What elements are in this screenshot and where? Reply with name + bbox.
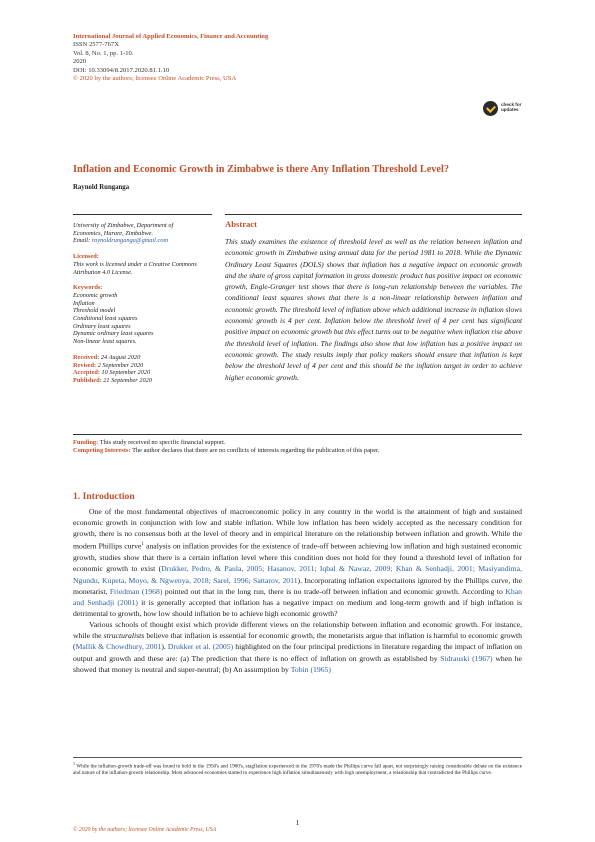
article-author: Raynold Runganga [73, 184, 130, 191]
article-sidebar [73, 222, 213, 385]
text-run: ). [161, 642, 168, 652]
citation-link[interactable]: Drukker, Pedro, & Paula, 2005; Hasanov, 2011; Iqbal & Nawaz, 2009; Khan & Senhadji, 2001; Masiyandima, Ngundu, Kupeta, Moyo, & Ngwenya, 2018; Sarel, 1996; Sattarov, 2011 [73, 564, 522, 585]
check-for-updates-badge[interactable] [483, 100, 523, 118]
journal-license: © 2020 by the authors; licensee Online Academic Press, USA [73, 75, 237, 83]
footnote-number: 1 [73, 761, 75, 766]
journal-name: International Journal of Applied Economics, Finance and Accounting [73, 33, 269, 40]
citation-link[interactable]: Khan and Senhadji (2001) [73, 586, 523, 607]
check-for-updates-label [501, 102, 527, 112]
competing-text: The author declares that there are no conflicts of interests regarding the publication of this paper. [132, 447, 380, 455]
text-run: analysis on inflation provides for the existence of trade-off between achieving low inflation and high sustained economic growth, studies show that there is a certain inflation level where this condition does not hold for they found a threshold level of inflation for economic growth to exist ( [73, 542, 522, 574]
keywords-heading: Keywords: [73, 284, 103, 292]
badge-line-1: check for [501, 102, 522, 107]
date-published [73, 377, 213, 385]
text-run: it is generally accepted that inflation has a negative impact on medium and long-term growth and if high inflation is detrimental to growth, how low should inflation be to achieve high economic growth? [73, 597, 522, 618]
date-value: 21 September 2020 [103, 376, 152, 384]
licensed-text: This work is licensed under a Creative Commons Attribution 4.0 License. [73, 260, 197, 276]
author-email [73, 237, 213, 245]
journal-doi[interactable]: DOI: 10.33094/8.2017.2020.81.1.10 [73, 66, 170, 74]
journal-issn: ISSN 2577-767X [73, 41, 119, 49]
check-for-updates-icon [483, 101, 498, 116]
divider-right [225, 214, 522, 215]
introduction-heading: 1. Introduction [73, 491, 135, 502]
date-value: 10 September 2020 [101, 369, 151, 377]
paragraph [73, 619, 522, 675]
text-run: Various schools of thought exist which provide different views on the relationship between inflation and economic growth. For instance, while the [73, 620, 522, 641]
citation-link[interactable]: Mallik & Chowdhury, 2001 [75, 642, 162, 652]
page-footer: © 2020 by the authors; licensee Online Academic Press, USA [73, 827, 217, 833]
date-value: 2 September 2020 [97, 361, 144, 369]
competing-line [73, 447, 522, 455]
funding-label: Funding: [73, 439, 99, 446]
affiliation-line-1: University of Zimbabwe, Department of [73, 222, 174, 229]
text-run: believe that inflation is essential for economic growth, the monetarists argue that inflation is harmful to economic growth ( [73, 631, 522, 652]
text-run: One of the most fundamental objectives of macroeconomic policy in any country in the world is the attainment of high and sustained economic growth in conjunction with low and stable inflation. While low inflation has been widely accepted as the necessary condition for growth, there is no consensus both at the level of theory and in empirical literature on the relationship between inflation and growth. While the modern Phillips curve [73, 507, 522, 552]
affiliation-line-2: Economics, Harare, Zimbabwe. [73, 229, 154, 237]
keyword-item: Conditional least squares [73, 315, 138, 323]
badge-line-2: updates [501, 107, 519, 113]
text-run: pointed out that in the long run, there is no trade-off between inflation and economic growth. According to [162, 586, 506, 596]
keywords-list [73, 292, 213, 346]
licensed-heading: Licensed: [73, 253, 99, 261]
funding-text: This study received no specific financial support. [99, 439, 226, 446]
date-label: Revised: [73, 361, 97, 369]
keyword-item: Threshold model [73, 307, 116, 315]
footnote-mark[interactable]: 1 [141, 542, 144, 548]
keyword-item: Ordinary least squares [73, 322, 131, 330]
introduction-body [73, 506, 522, 675]
competing-label: Competing Interests: [73, 447, 131, 455]
journal-year: 2020 [73, 58, 87, 66]
affiliation [73, 222, 213, 245]
text-run-italic: structuralists [103, 631, 145, 641]
text-run: ). Incorporating inflation expectations ignored by the Phillips curve, the monetarist, [73, 575, 522, 596]
abstract-heading: Abstract [225, 219, 257, 229]
funding-line [73, 439, 522, 447]
footnote-text: While the inflation-growth trade-off was found to hold in the 1950's and 1960's, stagflation experienced in the 1970's made the Phillips curve fall apart, not surprisingly raising considerable debate on the existence and nature of the inflation-growth relationship. Most advanced economies started to experience high inflation simultaneously with high unemployment, a relationship that contradicted the Phillips curve. [73, 763, 522, 777]
citation-link[interactable]: Friedman (1968) [109, 586, 163, 596]
page-number: 1 [295, 818, 300, 827]
footnote-divider [73, 757, 522, 758]
date-received [73, 354, 213, 362]
date-revised [73, 362, 213, 370]
date-label: Received: [73, 353, 100, 361]
journal-header [73, 33, 403, 83]
divider-left [73, 214, 212, 215]
abstract-text: This study examines the existence of threshold level as well as the relation between inflation and economic growth in Zimbabwe using annual data for the period 1981 to 2018. While the Dynamic Ordinary Least Squares (DOLS) shows that inflation has a negative impact on economic growth and the share of gross capital formation in gross domestic product has positive impact on economic growth, Engle-Granger test shows that there is long-run relationship between the variables. The conditional least squares shows that there is a non-linear relationship between inflation and economic growth. The threshold level of inflation above which additional increase in inflation slows economic growth is 4 per cent. Inflation below the threshold level of 4 per cent has significant positive impact on economic growth but this effect turns out to be negative when inflation rise above the threshold level of inflation. The findings also show that low inflation has a positive impact on economic growth. The study results imply that policy makers should ensure that inflation is kept below the threshold level of 4 per cent and this should be the inflation target in order to achieve higher economic growth. [225, 237, 522, 382]
date-value: 24 August 2020 [100, 353, 141, 361]
date-accepted [73, 369, 213, 377]
email-label: Email: [73, 237, 91, 245]
date-label: Published: [73, 376, 102, 384]
divider-middle [73, 434, 522, 435]
text-run: highlighted on the four principal predictions in literature regarding the impact of inflation on output and growth and these are: (a) The prediction that there is no effect of inflation on growth as established by [73, 642, 523, 663]
text-run: when he showed that money is neutral and super-neutral; (b) An assumption by [73, 653, 522, 674]
keyword-item: Inflation [73, 299, 95, 307]
journal-volume: Vol. 8, No. 1, pp. 1-10. [73, 49, 134, 57]
article-title: Inflation and Economic Growth in Zimbabwe is there Any Inflation Threshold Level? [73, 164, 449, 175]
paragraph [73, 506, 522, 619]
citation-link[interactable]: Tobin (1965) [290, 664, 331, 674]
keyword-item: Non-linear least squares. [73, 338, 137, 346]
footnote [73, 761, 522, 777]
email-link[interactable]: raynoldrunganga@gmail.com [91, 237, 168, 245]
keyword-item: Economic growth [73, 291, 118, 299]
date-label: Accepted: [73, 369, 100, 377]
keyword-item: Dynamic ordinary least squares [73, 330, 154, 338]
citation-link[interactable]: Sidrauski (1967) [440, 653, 493, 663]
funding-statement [73, 439, 522, 455]
article-dates [73, 354, 213, 385]
citation-link[interactable]: Drukker et al. (2005) [167, 642, 234, 652]
